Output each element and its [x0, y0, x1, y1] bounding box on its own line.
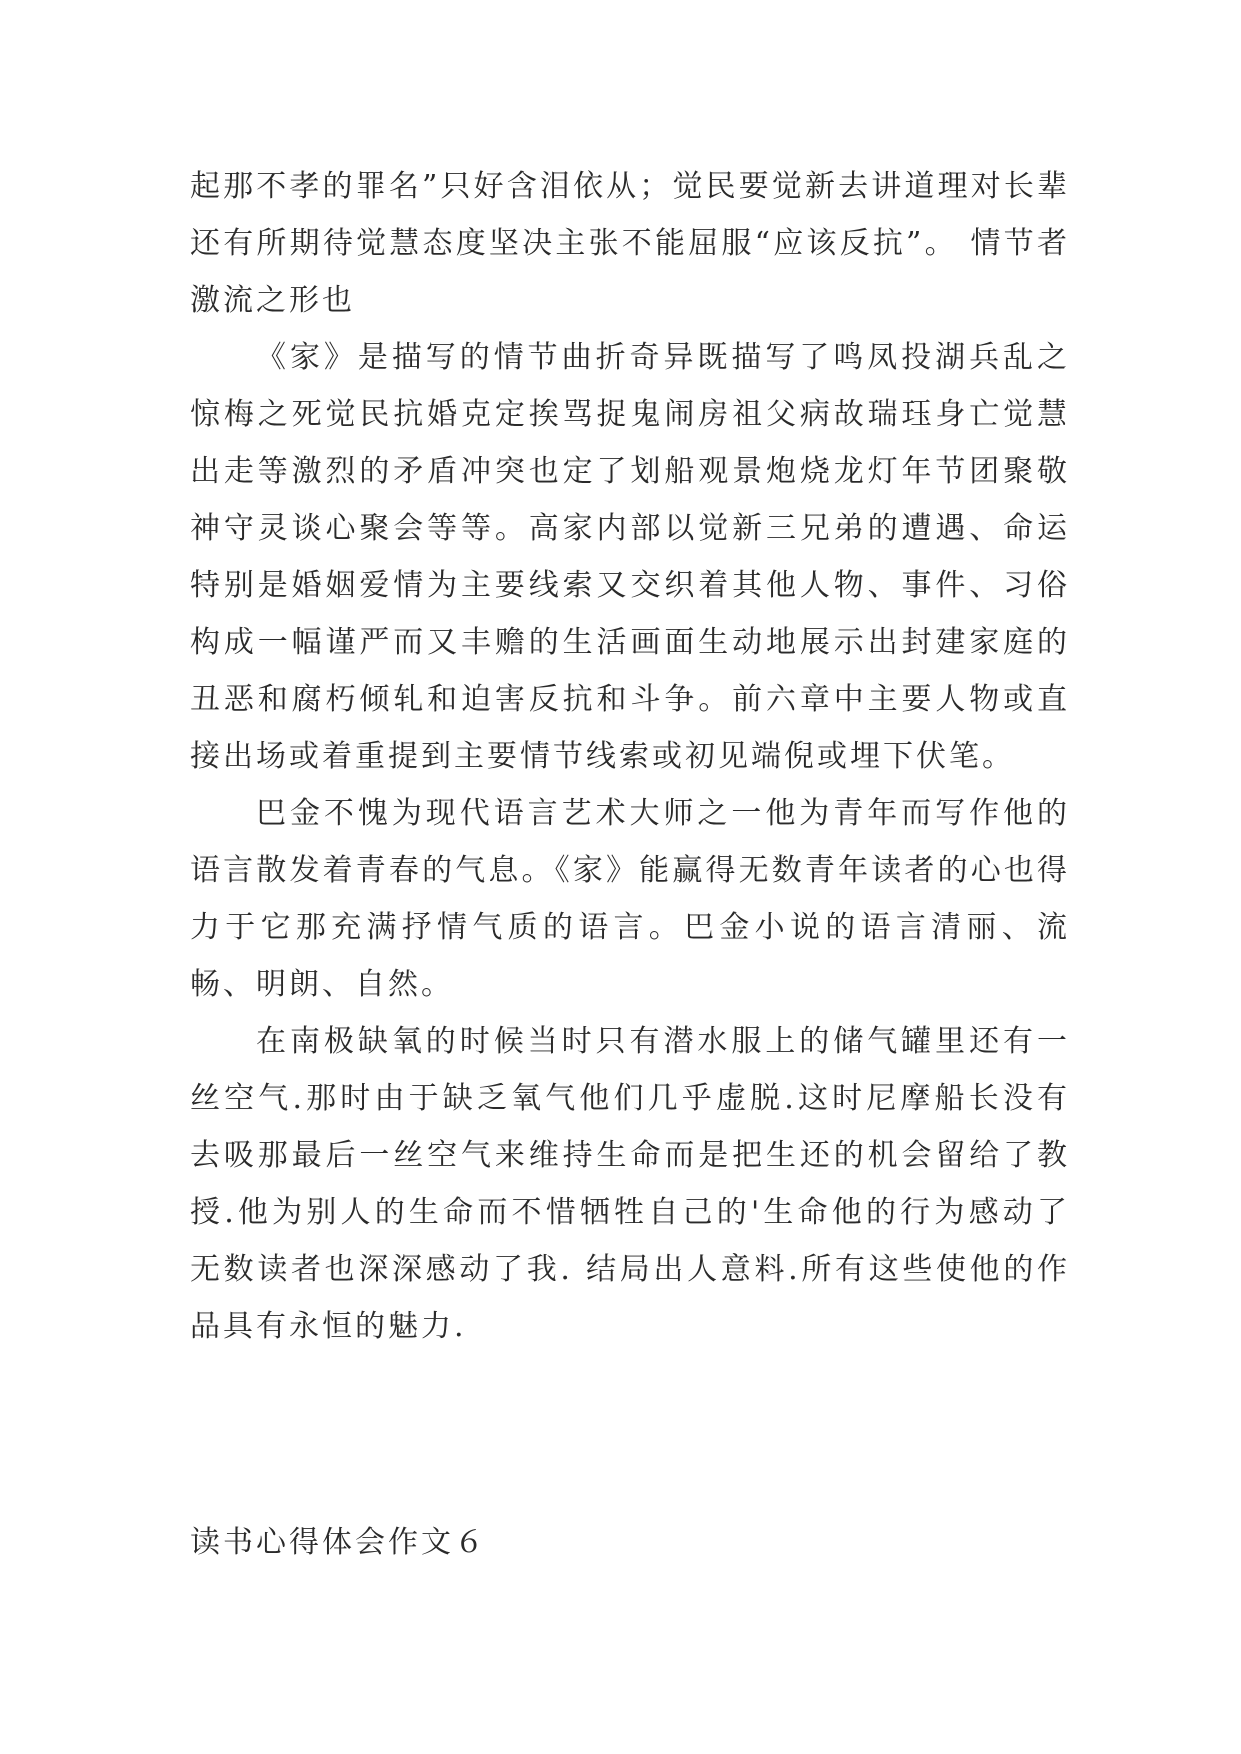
- paragraph-language: 巴金不愧为现代语言艺术大师之一他为青年而写作他的语言散发着青春的气息。《家》能赢得无数青年读者的心也得力于它那充满抒情气质的语言。巴金小说的语言清丽、流畅、明朗、自然。: [190, 796, 1070, 1002]
- document-body: [190, 158, 1070, 1355]
- paragraph-plot: 《家》是描写的情节曲折奇异既描写了鸣凤投湖兵乱之惊梅之死觉民抗婚克定挨骂捉鬼闹房祖父病故瑞珏身亡觉慧出走等激烈的矛盾冲突也定了划船观景炮烧龙灯年节团聚敬神守灵谈心聚会等等。高家内部以觉新三兄弟的遭遇、命运特别是婚姻爱情为主要线索又交织着其他人物、事件、习俗构成一幅谨严而又丰赡的生活画面生动地展示出封建家庭的丑恶和腐朽倾轧和迫害反抗和斗争。前六章中主要人物或直接出场或着重提到主要情节线索或初见端倪或埋下伏笔。: [190, 340, 1070, 774]
- paragraph-continued: 起那不孝的罪名”只好含泪依从；觉民要觉新去讲道理对长辈还有所期待觉慧态度坚决主张不能屈服“应该反抗”。 情节者激流之形也: [190, 169, 1070, 318]
- section-heading: 读书心得体会作文６: [190, 1525, 487, 1560]
- paragraph-nemo: 在南极缺氧的时候当时只有潜水服上的储气罐里还有一丝空气.那时由于缺乏氧气他们几乎虚脱.这时尼摩船长没有去吸那最后一丝空气来维持生命而是把生还的机会留给了教授.他为别人的生命而不惜牺牲自己的'生命他的行为感动了无数读者也深深感动了我. 结局出人意料.所有这些使他的作品具有永恒的魅力.: [190, 1024, 1070, 1344]
